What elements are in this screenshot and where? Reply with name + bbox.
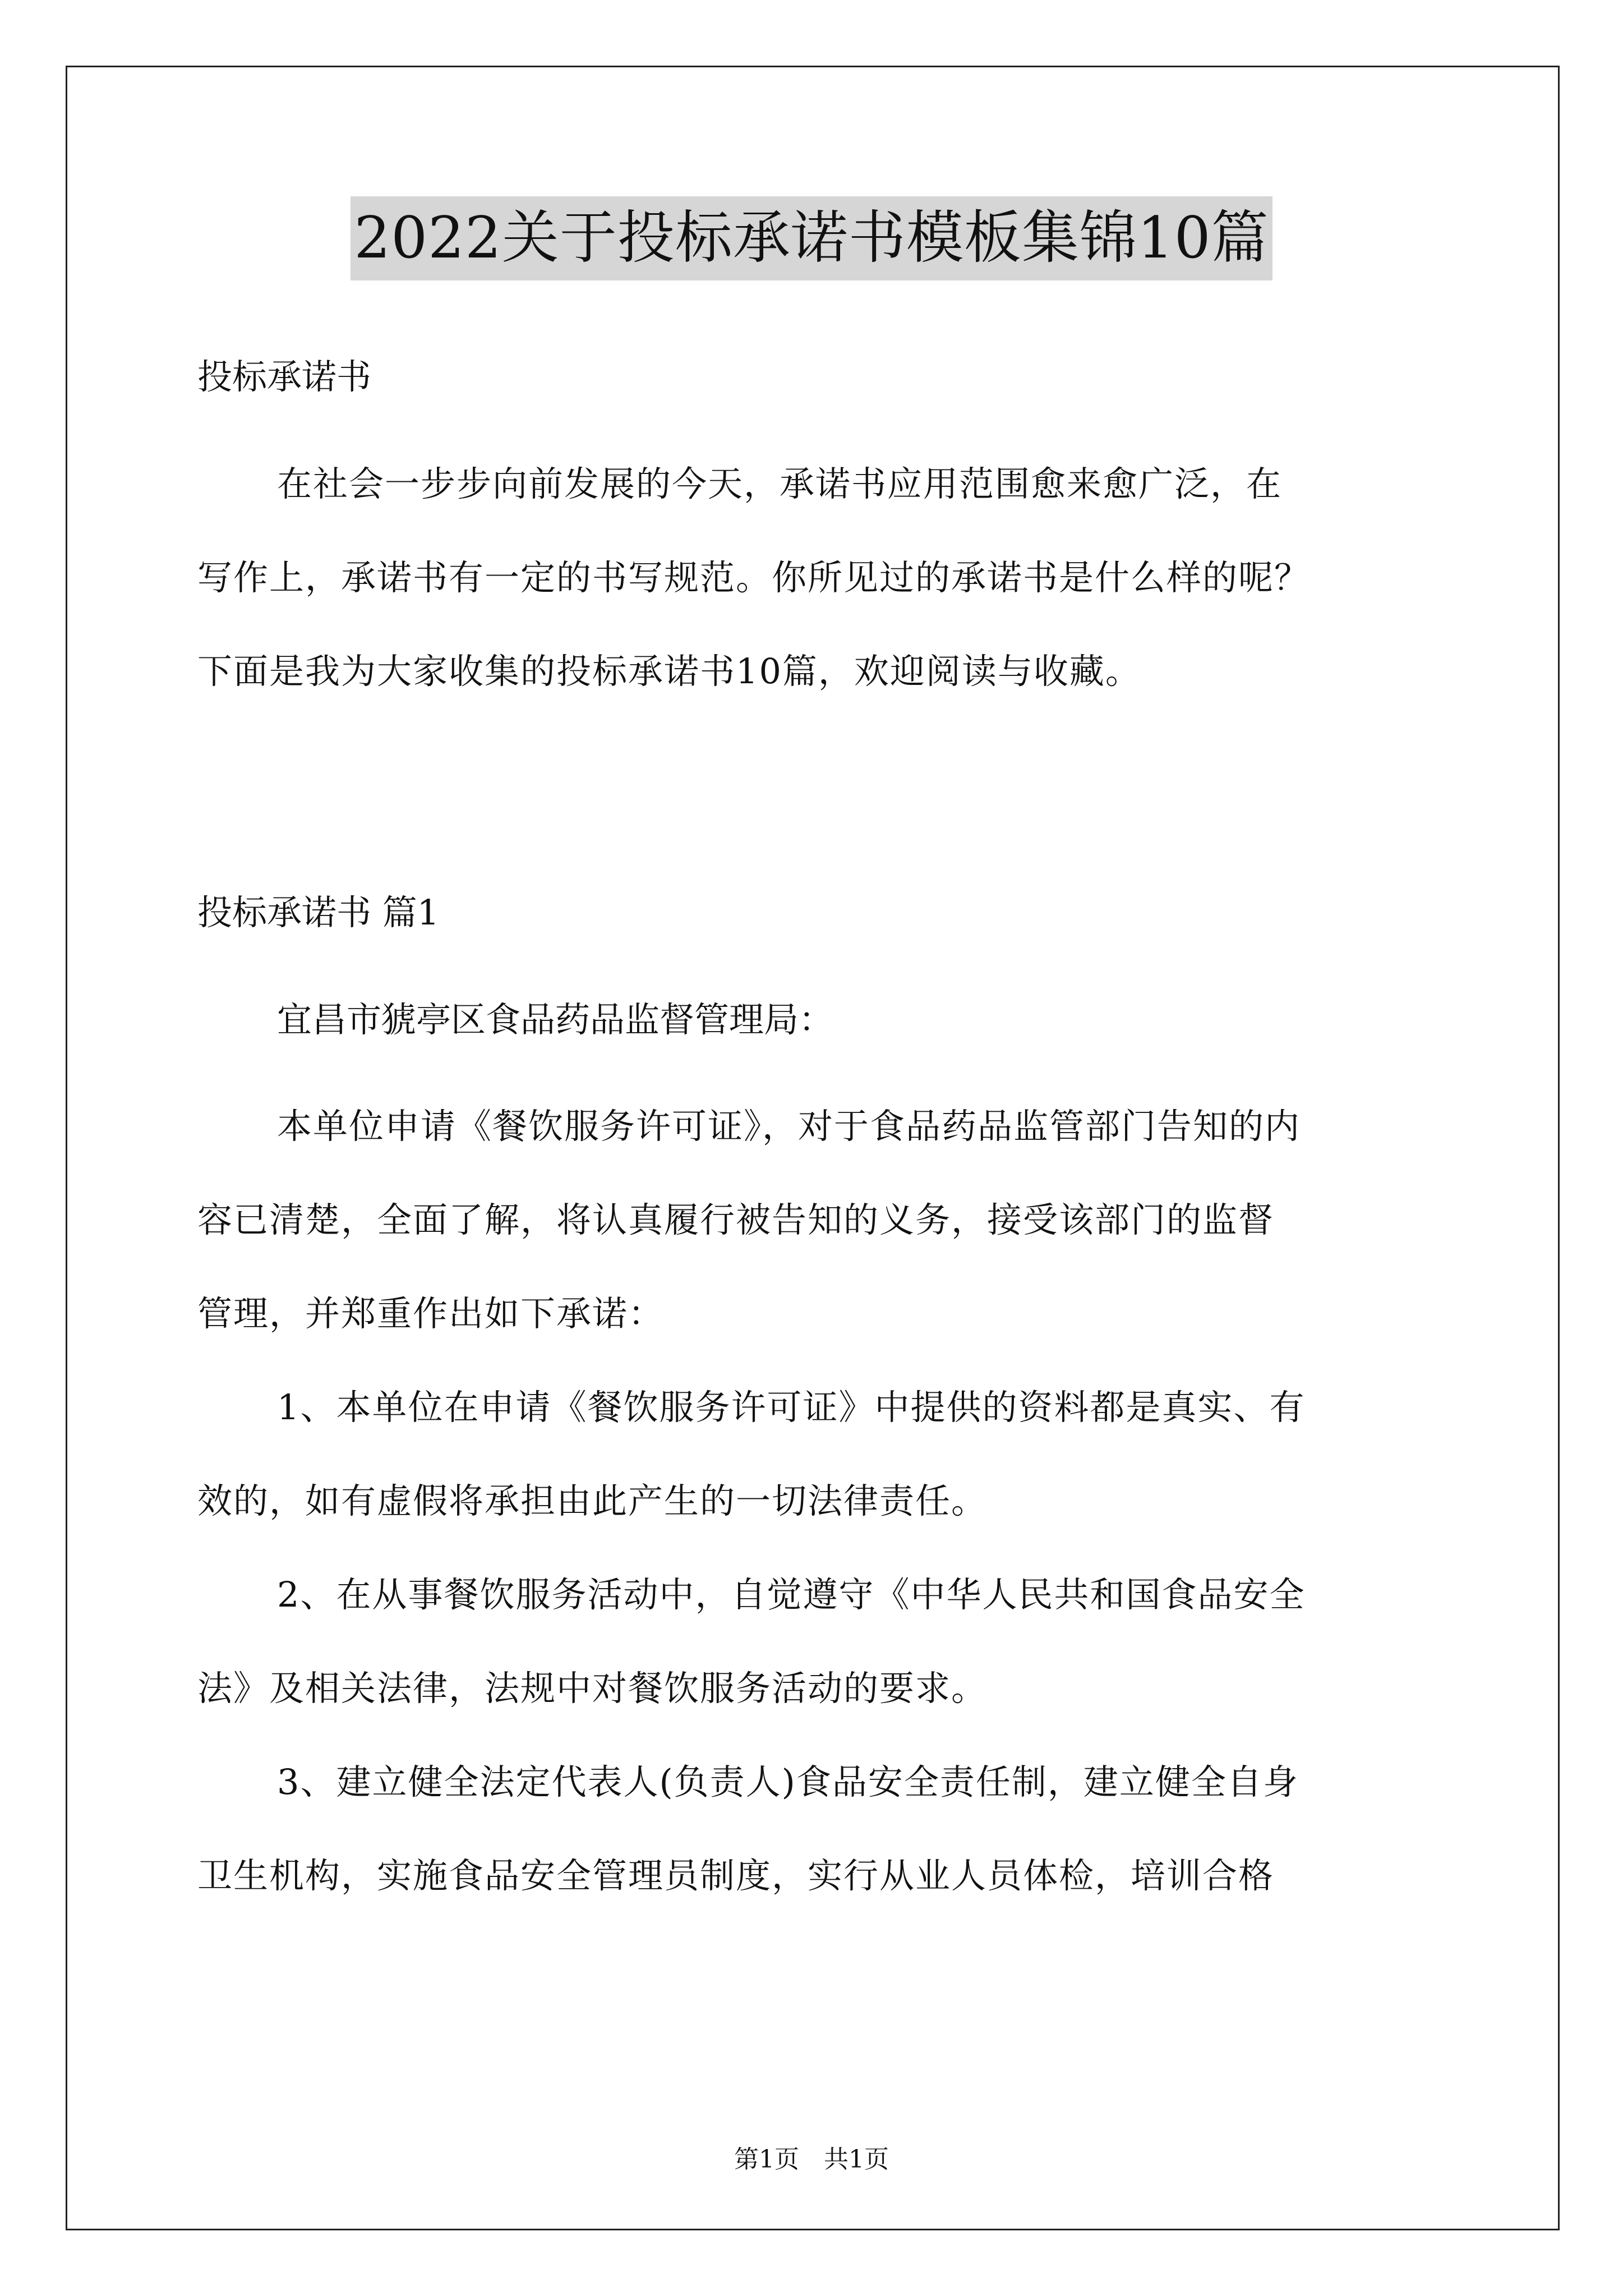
- intro-paragraph: [197, 459, 1448, 697]
- intro-line-2: 写作上，承诺书有一定的书写规范。你所见过的承诺书是什么样的呢？: [197, 557, 1311, 598]
- page-footer: 第1页 共1页: [734, 2145, 889, 2174]
- heading: 投标承诺书: [197, 356, 372, 397]
- body-line-3: 管理，并郑重作出如下承诺：: [197, 1293, 665, 1334]
- body-line-2: 容已清楚，全面了解，将认真履行被告知的义务，接受该部门的监督: [197, 1199, 1275, 1240]
- body-line-5: 效的，如有虚假将承担由此产生的一切法律责任。: [197, 1480, 988, 1521]
- body-line-1: 本单位申请《餐饮服务许可证》，对于食品药品监管部门告知的内: [277, 1106, 1301, 1147]
- body-text: [197, 1101, 1448, 1901]
- section-title: 投标承诺书 篇1: [197, 892, 440, 933]
- document-title: 2022关于投标承诺书模板集锦10篇: [351, 196, 1272, 280]
- body-line-7: 法》及相关法律，法规中对餐饮服务活动的要求。: [197, 1668, 988, 1709]
- intro-line-3: 下面是我为大家收集的投标承诺书10篇，欢迎阅读与收藏。: [197, 651, 1141, 692]
- body-line-9: 卫生机构，实施食品安全管理员制度，实行从业人员体检，培训合格: [197, 1855, 1275, 1896]
- body-line-6: 2、在从事餐饮服务活动中，自觉遵守《中华人民共和国食品安全: [277, 1574, 1306, 1615]
- body-line-4: 1、本单位在申请《餐饮服务许可证》中提供的资料都是真实、有: [277, 1387, 1306, 1428]
- title-block: [0, 196, 1623, 280]
- addressee: 宜昌市猇亭区食品药品监督管理局：: [277, 999, 834, 1040]
- intro-line-1: 在社会一步步向前发展的今天，承诺书应用范围愈来愈广泛，在: [277, 463, 1283, 504]
- body-line-8: 3、建立健全法定代表人(负责人)食品安全责任制，建立健全自身: [277, 1761, 1299, 1802]
